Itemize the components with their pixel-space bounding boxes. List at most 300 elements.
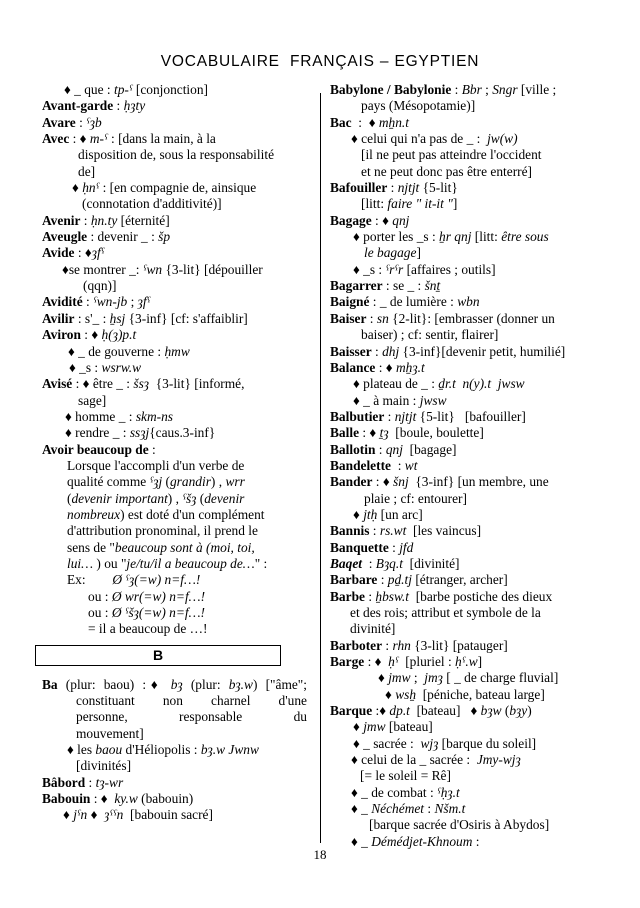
text-run: plaie ; cf: entourer] [364,490,467,506]
text-run: {5-lit} [419,180,458,196]
text-run: Ø ˁšȝ(=w) n=f…! [111,605,205,620]
text-run: [un arc] [377,506,423,522]
text-run: Bandelette [330,457,391,473]
text-run: : se _ : [382,278,425,294]
text-run: Avoir beaucoup de [42,441,149,457]
section-divider-label: B [152,646,164,663]
text-run: Bannis [330,523,370,539]
text-run: Barbe [330,588,365,604]
text-run: ˁȝb [86,114,102,130]
text-run: d'attribution pronominal, il prend le [67,523,258,539]
text-run: [conjonction] [132,82,209,97]
text-run: ) est doté d'un complément [120,506,265,522]
text-run: {caus.3-inf} [149,425,216,441]
text-run: : [382,637,393,653]
dictionary-entry-line [330,507,622,523]
dictionary-entry-line [42,523,307,539]
text-run: ẖsj [109,310,126,326]
text-run: personne, responsable du [76,709,307,725]
text-run: pḏ.tj [387,572,412,588]
text-run: ♦ _ de combat : [351,784,438,800]
text-run: : ♦ [90,791,115,807]
dictionary-entry-line [42,164,307,180]
text-run: jfd [399,539,414,555]
text-run: ♦ [378,670,389,686]
text-run: {3-inf}[devenir petit, humilié] [399,343,566,359]
dictionary-entry-line [330,327,622,343]
dictionary-entry-line [330,638,622,654]
text-run: Avide [42,245,75,261]
text-run: [ville ; [517,82,557,97]
text-run: : [82,294,94,310]
text-run: Balbutier [330,408,385,424]
dictionary-entry-line [42,425,307,441]
text-run: Babylone / Babylonie [330,82,452,97]
text-run: ḥn.ty [90,212,118,228]
dictionary-entry-line [330,213,622,229]
text-run: šsȝ [133,376,150,392]
dictionary-entry-line [330,147,622,163]
text-run: lui… [67,555,94,571]
text-run: jwsw [419,392,447,408]
dictionary-entry-line [42,742,307,758]
text-run: Balance [330,359,376,375]
text-run: : ♦ [80,327,102,343]
text-run: de] [78,163,96,179]
dictionary-entry-line [330,556,622,572]
text-run: bȝ.w [228,676,253,692]
dictionary-entry-line [42,376,307,392]
dictionary-entry-line [42,82,307,98]
text-run: ♦ _s : [353,261,386,277]
text-run: (babouin) [137,791,194,807]
text-run: ; [127,294,138,310]
text-run: : [85,774,96,790]
page-title: VOCABULAIRE FRANÇAIS – EGYPTIEN [160,53,480,70]
dictionary-entry-line [42,131,307,147]
text-run: Bafouiller [330,180,388,196]
text-run: Avisé [42,376,73,392]
text-run: bȝ [170,676,183,692]
dictionary-entry-line [330,311,622,327]
dictionary-entry-line [42,507,307,523]
dictionary-entry-line [330,752,622,768]
text-run: ḥˁ.w [455,654,478,670]
text-run: ♦se montrer _: [62,261,143,277]
dictionary-entry-line [330,719,622,735]
dictionary-entry-line [42,572,307,588]
text-run: ♦ plateau de _ : [353,376,439,392]
text-run: ( [67,490,72,506]
text-run: qnj [385,441,403,457]
text-run: qualité comme [67,474,150,490]
dictionary-entry-line [330,801,622,817]
text-run: : ♦ [351,114,379,130]
text-run: Banquette [330,539,389,555]
text-run: mẖn.t [378,114,410,130]
text-run: [litt: [471,229,502,245]
text-run: Avidité [42,294,83,310]
text-run: : _ de lumière : [369,294,458,310]
page-number: 18 [313,847,327,862]
text-run: : [377,572,388,588]
dictionary-entry-line [330,82,622,98]
text-run: ˁwn-jb [93,294,128,310]
text-run: sens de " [67,539,115,555]
dictionary-entry-line [330,229,622,245]
text-run: : [388,539,400,555]
text-run: Ballotin [330,441,376,457]
dictionary-entry-line [330,817,622,833]
text-run: [divinités] [76,758,132,774]
dictionary-entry-line [330,294,622,310]
text-run: ♦ _ sacrée : [353,735,421,751]
dictionary-entry-line [42,213,307,229]
text-run: sage] [78,392,107,408]
text-run: [éternité] [117,212,170,228]
text-run: : [75,114,87,130]
text-run: rhn [392,637,411,653]
text-run: Lorsque l'accompli d'un verbe de [67,457,245,473]
dictionary-entry-line [42,311,307,327]
left-column [42,82,307,824]
text-run: ♦ [72,180,83,196]
dictionary-entry-line [330,785,622,801]
text-run: Bander [330,474,373,490]
text-run: Sngr [492,82,518,97]
text-run: (plur: baou) :♦ [57,676,171,692]
text-run: jmw [388,670,411,686]
text-run: Démédjet-Khnoum [371,833,473,849]
text-run: et ne peut donc pas être enterré] [361,163,533,179]
dictionary-entry-line [330,442,622,458]
text-run: devenir important [71,490,168,506]
dictionary-entry-line [42,458,307,474]
text-run: njtjt [394,408,417,424]
text-run: ḥȝty [123,98,146,114]
text-run: Bac [330,114,352,130]
text-run: baou [95,742,123,758]
text-run: ♦ _ à main : [353,392,420,408]
dictionary-entry-line [330,180,622,196]
dictionary-entry-line [330,196,622,212]
dictionary-entry-line [42,196,307,212]
text-run: (plur: [182,676,229,692]
text-run: rs.wt [379,523,407,539]
text-run: Baisser [330,343,372,359]
text-run: Ba [42,676,58,692]
text-run: njtjt [397,180,420,196]
text-run: [affaires ; outils] [403,261,496,277]
dictionary-entry-line [42,278,307,294]
text-run: : ♦ [69,131,90,147]
text-run: disposition de, sous la responsabilité [78,147,275,163]
text-run: Bȝq.t [375,555,403,571]
text-run: {3-lit} [dépouiller [162,261,263,277]
text-run: {3-inf} [un membre, une [408,474,549,490]
text-run: bȝy [509,703,528,719]
text-run: : [375,441,386,457]
dictionary-entry-line [330,703,622,719]
text-run: Ex: [67,572,113,588]
text-run: Ø ˁȝ(=w) n=f…! [112,572,201,588]
text-run: ȝˁˁn [104,807,124,823]
text-run: dp.t [389,703,410,719]
text-run: Bagarrer [330,278,383,294]
dictionary-entry-line [42,693,307,709]
text-run: : [424,801,435,817]
text-run: Aveugle [42,229,88,245]
section-divider-box [35,645,281,666]
text-run: Babouin [42,791,91,807]
text-run: wjȝ [420,735,439,751]
dictionary-entry-line [42,491,307,507]
text-run: jmȝ [424,670,443,686]
text-run: : [80,212,91,228]
text-run: Bâbord [42,774,86,790]
text-run: ♦ celui de la _ sacrée : [351,752,477,768]
text-run: : [dans la main, à la [107,131,216,147]
dictionary-entry-line [330,523,622,539]
text-run: ♦ _ [351,801,372,817]
dictionary-entry-line [330,115,622,131]
text-run: = il a beaucoup de …! [88,621,208,637]
text-run: ) ["âme"; [252,676,307,692]
dictionary-entry-line [42,98,307,114]
text-run: jmw [363,719,386,735]
text-run: bȝ.w Jwnw [200,742,259,758]
text-run: Bagage [330,212,372,228]
text-run: Avant-garde [42,98,114,114]
text-run: Avilir [42,310,75,326]
text-run: : [472,833,480,849]
text-run: : [391,457,405,473]
dictionary-entry-line [42,180,307,196]
dictionary-entry-line [330,491,622,507]
text-run: jw(w) [487,131,518,147]
text-run: Balle [330,425,360,441]
text-run: ) , [167,490,183,506]
dictionary-entry-line [42,726,307,742]
text-run: ) , [210,474,226,490]
dictionary-entry-line [42,677,307,693]
text-run: ḏr.t n(y).t jwsw [438,376,525,392]
dictionary-entry-line [330,670,622,686]
text-run: Barboter [330,637,383,653]
text-run: Jmy-wjȝ [476,752,521,768]
text-run: [les vaincus] [406,523,482,539]
dictionary-entry-line [330,425,622,441]
text-run: : [362,555,376,571]
text-run: ♦ _ que : [64,82,114,97]
text-run: " : [254,555,268,571]
text-run: [litt: [361,196,388,212]
text-run: ˁḥȝ.t [437,784,460,800]
text-run: wbn [457,294,480,310]
text-run: : [113,98,124,114]
text-run: (connotation d'additivité)] [82,196,222,212]
text-run: jtḥ [363,506,378,522]
text-run: ẖbsw.t [375,588,409,604]
text-run: d'Héliopolis : [122,742,201,758]
text-run: ( [196,490,205,506]
dictionary-entry-line [42,474,307,490]
text-run: {2-lit}: [embrasser (donner un [388,310,555,326]
dictionary-entry-line [42,775,307,791]
text-run: : ♦ [372,474,394,490]
dictionary-entry-line [42,807,307,823]
text-run: [étranger, archer] [411,572,508,588]
text-run: ˁrˁr [385,261,404,277]
column-divider-rule [320,93,321,843]
dictionary-entry-line [330,654,622,670]
text-run: šnṯ [424,278,441,294]
text-run: mẖȝ.t [396,359,425,375]
text-run: être sous [501,229,549,245]
text-run: ḥmw [164,343,190,359]
text-run: {5-lit} [bafouiller] [416,408,526,424]
text-run: wt [404,457,418,473]
text-run: wsẖ [395,686,417,702]
dictionary-entry-line [330,98,622,114]
dictionary-entry-line [42,115,307,131]
dictionary-entry-line [42,605,307,621]
text-run: ) [527,703,532,719]
dictionary-entry-line [42,245,307,261]
dictionary-entry-line [42,344,307,360]
text-run: Baqet [330,555,362,571]
text-run: Nšm.t [434,801,466,817]
text-run: m-ˁ [89,131,108,147]
text-run: ȝfˁ [91,245,105,261]
text-run: : ♦ [364,654,389,670]
text-run: [bateau] ♦ [409,703,481,719]
dictionary-entry-line [42,327,307,343]
text-run: [divinité] [402,555,460,571]
text-run: : [451,82,462,97]
dictionary-entry-line [330,540,622,556]
text-run: sn [376,310,389,326]
text-run: baiser) ; cf: sentir, flairer] [361,327,499,343]
text-run: ˁwn [142,261,163,277]
text-run: šp [158,229,171,245]
dictionary-entry-line [42,360,307,376]
text-run: devenir [204,490,245,506]
text-run: :♦ [372,703,390,719]
dictionary-entry-line [330,245,622,261]
dictionary-entry-line [330,768,622,784]
dictionary-entry-line [42,409,307,425]
text-run: [boule, boulette] [388,425,484,441]
text-run: (qqn)] [83,278,117,294]
text-run: mouvement] [76,725,144,741]
text-run: wrr [225,474,245,490]
text-run: ♦ rendre _ : [65,425,130,441]
text-run: ] [416,245,421,261]
text-run: : ♦ être _ : [72,376,134,392]
dictionary-entry-line [42,758,307,774]
text-run: : ♦ [359,425,380,441]
text-run: ṯȝ [379,425,389,441]
text-run: : [364,588,376,604]
dictionary-entry-line [42,621,307,637]
text-run: Avenir [42,212,81,228]
text-run: nombreux [67,506,121,522]
text-run: Avare [42,114,76,130]
dictionary-entry-line [42,229,307,245]
text-run: [ _ de charge fluvial] [442,670,559,686]
text-run: Baiser [330,310,367,326]
text-run: tp-ˁ [113,82,133,97]
dictionary-entry-line [330,344,622,360]
text-run: : devenir _ : [87,229,159,245]
text-run: ou : [88,605,112,620]
dictionary-entry-line [42,540,307,556]
text-run: : [369,523,380,539]
text-run: bȝw [480,703,502,719]
text-run: ♦ [353,719,364,735]
text-run: [barque du soleil] [438,735,537,751]
text-run: ˁȝj [149,474,163,490]
text-run: dhj [382,343,400,359]
text-run: grandir [169,474,211,490]
text-run: Néchémet [371,801,425,817]
dictionary-entry-line [330,589,622,605]
text-run: : [366,310,377,326]
text-run: Ø wr(=w) n=f…! [111,588,206,604]
text-run: qnj [392,212,410,228]
dictionary-entry-line [42,393,307,409]
text-run: ♦ [385,686,396,702]
text-run: ȝfˁ [137,294,151,310]
text-run: ♦ homme _ : [65,408,136,424]
text-run: pays (Mésopotamie)] [361,98,476,114]
text-run: [bateau] [385,719,433,735]
text-run: ẖr qnj [439,229,472,245]
text-run: constituant non charnel d'une [76,693,307,709]
text-run: {3-inf} [cf: s'affaiblir] [125,310,248,326]
dictionary-entry-line [330,572,622,588]
dictionary-entry-line [330,409,622,425]
dictionary-entry-line [330,605,622,621]
text-run: ou : [88,588,112,604]
text-run: Barque [330,703,373,719]
dictionary-entry-line [330,736,622,752]
text-run: tȝ-wr [95,774,124,790]
dictionary-entry-line [42,709,307,725]
text-run: ♦ [87,807,105,823]
text-run: Bbr [461,82,482,97]
text-run: ( [162,474,170,490]
text-run: et des rois; attribut et symbole de la [350,605,541,620]
dictionary-entry-line [330,262,622,278]
dictionary-entry-line [330,131,622,147]
dictionary-entry-line [42,791,307,807]
text-run: Baigné [330,294,370,310]
text-run: : [384,408,395,424]
dictionary-entry-line [42,147,307,163]
dictionary-entry-line [330,360,622,376]
text-run: [= le soleil = Rê] [360,768,451,784]
text-run: faire " it-it " [387,196,453,212]
dictionary-entry-line [42,589,307,605]
text-run: [pluriel : [398,654,456,670]
text-run: [babouin sacré] [123,807,213,823]
text-run: ♦ _ de gouverne : [68,343,165,359]
text-run: : [387,180,398,196]
text-run: le bagage [364,245,417,261]
dictionary-entry-line [330,278,622,294]
